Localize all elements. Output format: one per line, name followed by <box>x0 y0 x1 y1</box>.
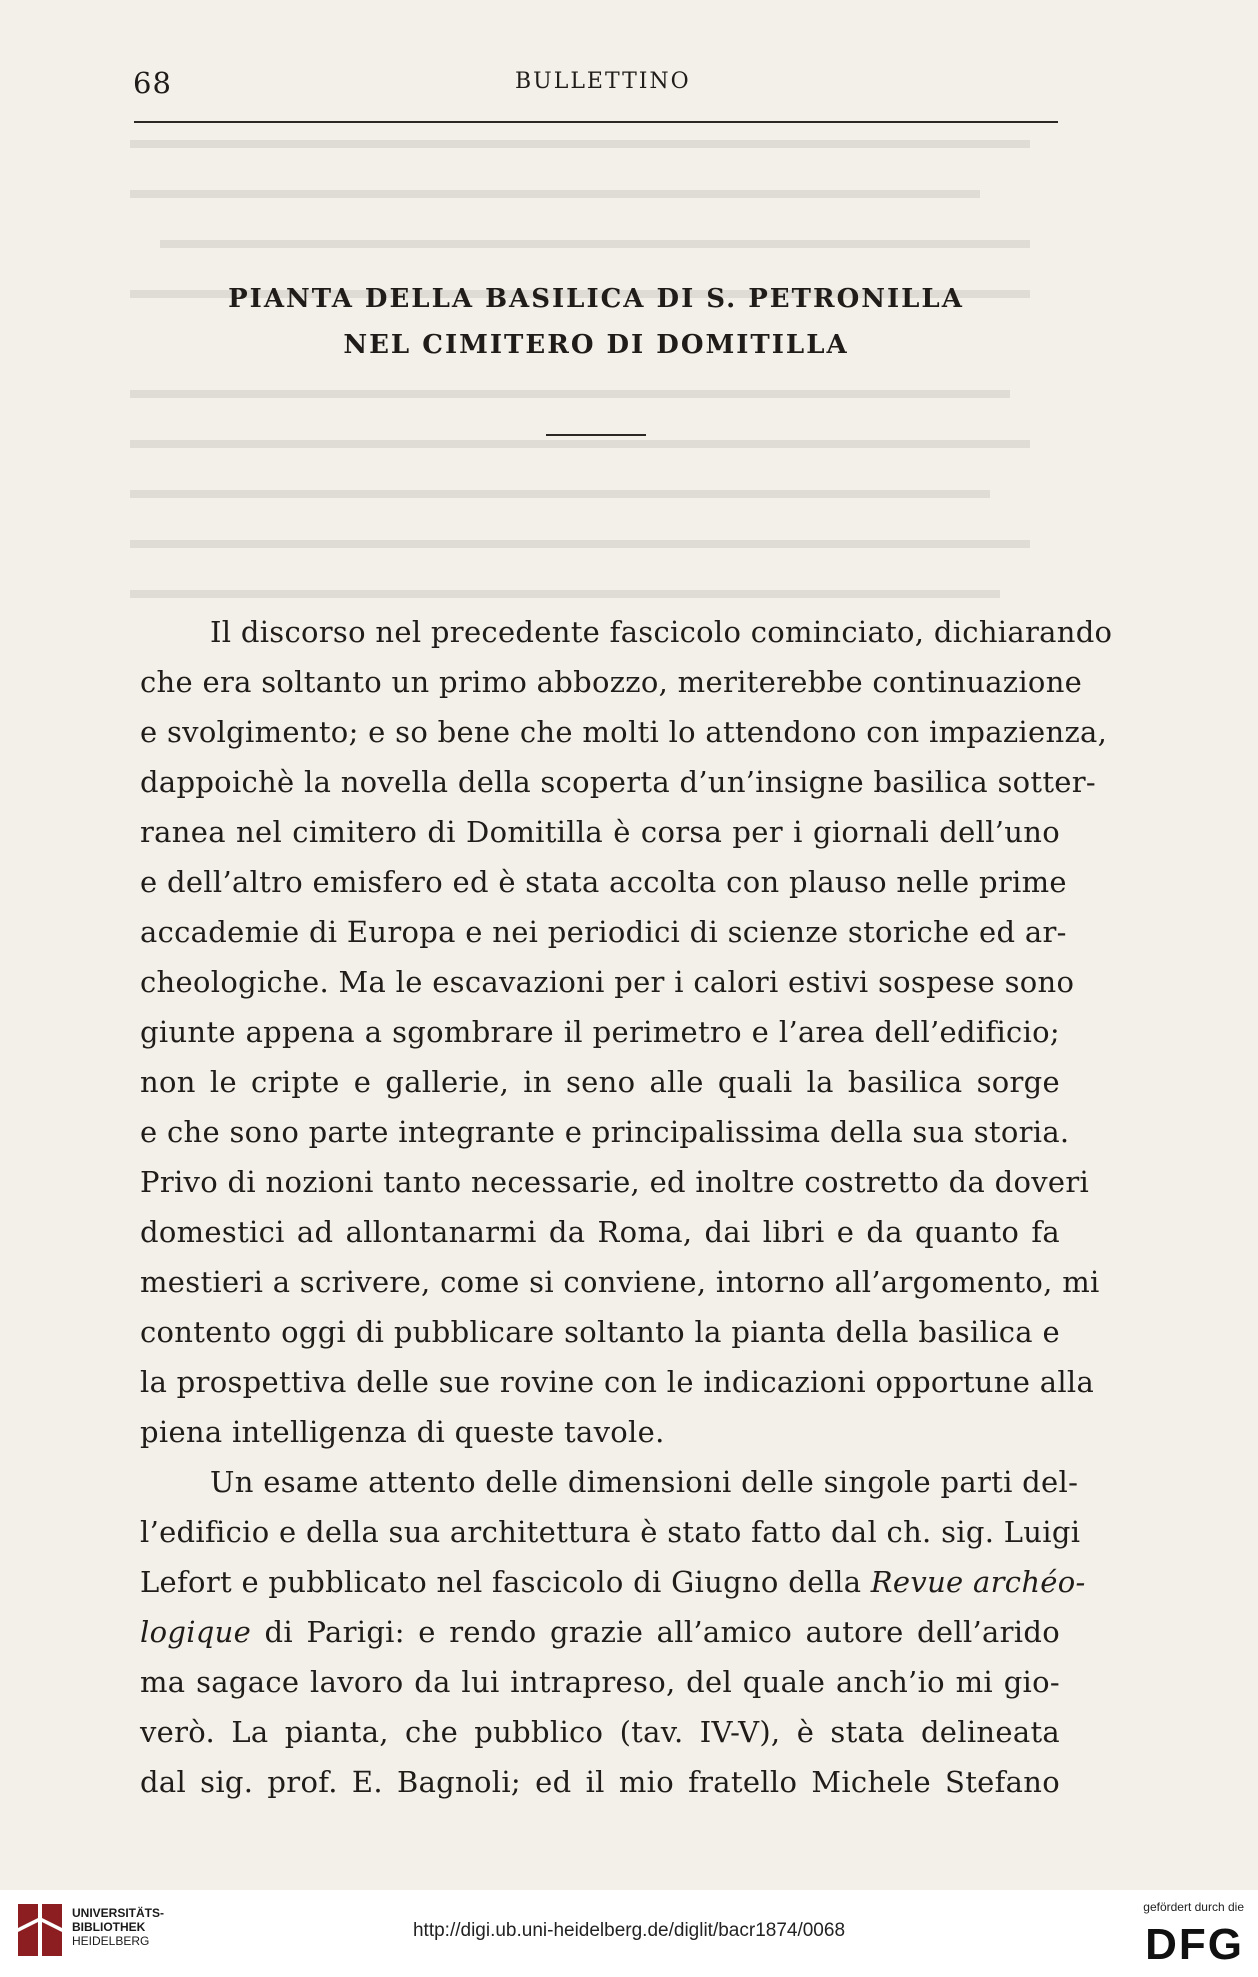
paragraph-1-line: accademie di Europa e nei periodici di scienze storiche ed ar- <box>140 915 1067 949</box>
paragraph-2-line: verò. La pianta, che pubblico (tav. IV-V), è stata delineata <box>140 1715 1060 1749</box>
journal-title-italic: Revue archéo- <box>870 1565 1086 1599</box>
paragraph-2-line: Un esame attento delle dimensioni delle singole parti del- <box>210 1465 1079 1499</box>
digitization-footer <box>0 1890 1258 1977</box>
running-title: BULLETTINO <box>515 69 691 94</box>
paragraph-1-line: dappoichè la novella della scoperta d’un’insigne basilica sotter- <box>140 765 1097 799</box>
show-through-texture <box>130 130 1113 690</box>
header-rule <box>134 121 1058 123</box>
paragraph-1-line: e dell’altro emisfero ed è stata accolta con plauso nelle prime <box>140 865 1067 899</box>
paragraph-2-text: Lefort e pubblicato nel fascicolo di Giugno della <box>140 1565 871 1599</box>
paragraph-2-line <box>140 1564 1086 1600</box>
dfg-logo: DFG <box>1145 1920 1244 1969</box>
paragraph-1-line: che era soltanto un primo abbozzo, meriterebbe continuazione <box>140 665 1083 699</box>
library-name-line: UNIVERSITÄTS- <box>72 1906 165 1920</box>
paragraph-1-line: Il discorso nel precedente fascicolo cominciato, dichiarando <box>210 615 1113 649</box>
paragraph-1-line: piena intelligenza di queste tavole. <box>140 1415 665 1449</box>
paragraph-2-line: l’edificio e della sua architettura è stato fatto dal ch. sig. Luigi <box>140 1515 1081 1549</box>
paragraph-1-line: non le cripte e gallerie, in seno alle quali la basilica sorge <box>140 1065 1060 1099</box>
paragraph-1-line: mestieri a scrivere, come si conviene, intorno all’argomento, mi <box>140 1265 1100 1299</box>
paragraph-1-line: Privo di nozioni tanto necessarie, ed inoltre costretto da doveri <box>140 1165 1090 1199</box>
title-rule <box>546 434 646 436</box>
paragraph-2-line <box>140 1614 1060 1650</box>
paragraph-1-line: e svolgimento; e so bene che molti lo attendono con impazienza, <box>140 715 1108 749</box>
paragraph-1-line: giunte appena a sgombrare il perimetro e l’area dell’edificio; <box>140 1015 1060 1049</box>
journal-title-italic: logique <box>140 1615 252 1649</box>
funding-note: gefördert durch die <box>1143 1900 1244 1914</box>
article-title-line-1: PIANTA DELLA BASILICA DI S. PETRONILLA <box>228 284 964 314</box>
paragraph-2-line: ma sagace lavoro da lui intrapreso, del quale anch’io mi gio- <box>140 1665 1060 1699</box>
permalink-url[interactable]: http://digi.ub.uni-heidelberg.de/diglit/bacr1874/0068 <box>412 1920 846 1941</box>
paragraph-1-line: ranea nel cimitero di Domitilla è corsa per i giornali dell’uno <box>140 815 1060 849</box>
paragraph-1-line: domestici ad allontanarmi da Roma, dai libri e da quanto fa <box>140 1215 1060 1249</box>
library-name-line: HEIDELBERG <box>72 1934 150 1948</box>
paragraph-1-line: cheologiche. Ma le escavazioni per i calori estivi sospese sono <box>140 965 1075 999</box>
paragraph-1-line: contento oggi di pubblicare soltanto la pianta della basilica e <box>140 1315 1060 1349</box>
library-name-line: BIBLIOTHEK <box>72 1920 146 1934</box>
paragraph-2-text: di Parigi: e rendo grazie all’amico autore dell’arido <box>251 1615 1060 1649</box>
paragraph-2-line: dal sig. prof. E. Bagnoli; ed il mio fratello Michele Stefano <box>140 1765 1060 1799</box>
page-number: 68 <box>133 66 172 100</box>
article-title-line-2: NEL CIMITERO DI DOMITILLA <box>343 330 849 360</box>
paragraph-1-line: la prospettiva delle sue rovine con le indicazioni opportune alla <box>140 1365 1095 1399</box>
paragraph-1-line: e che sono parte integrante e principalissima della sua storia. <box>140 1115 1070 1149</box>
